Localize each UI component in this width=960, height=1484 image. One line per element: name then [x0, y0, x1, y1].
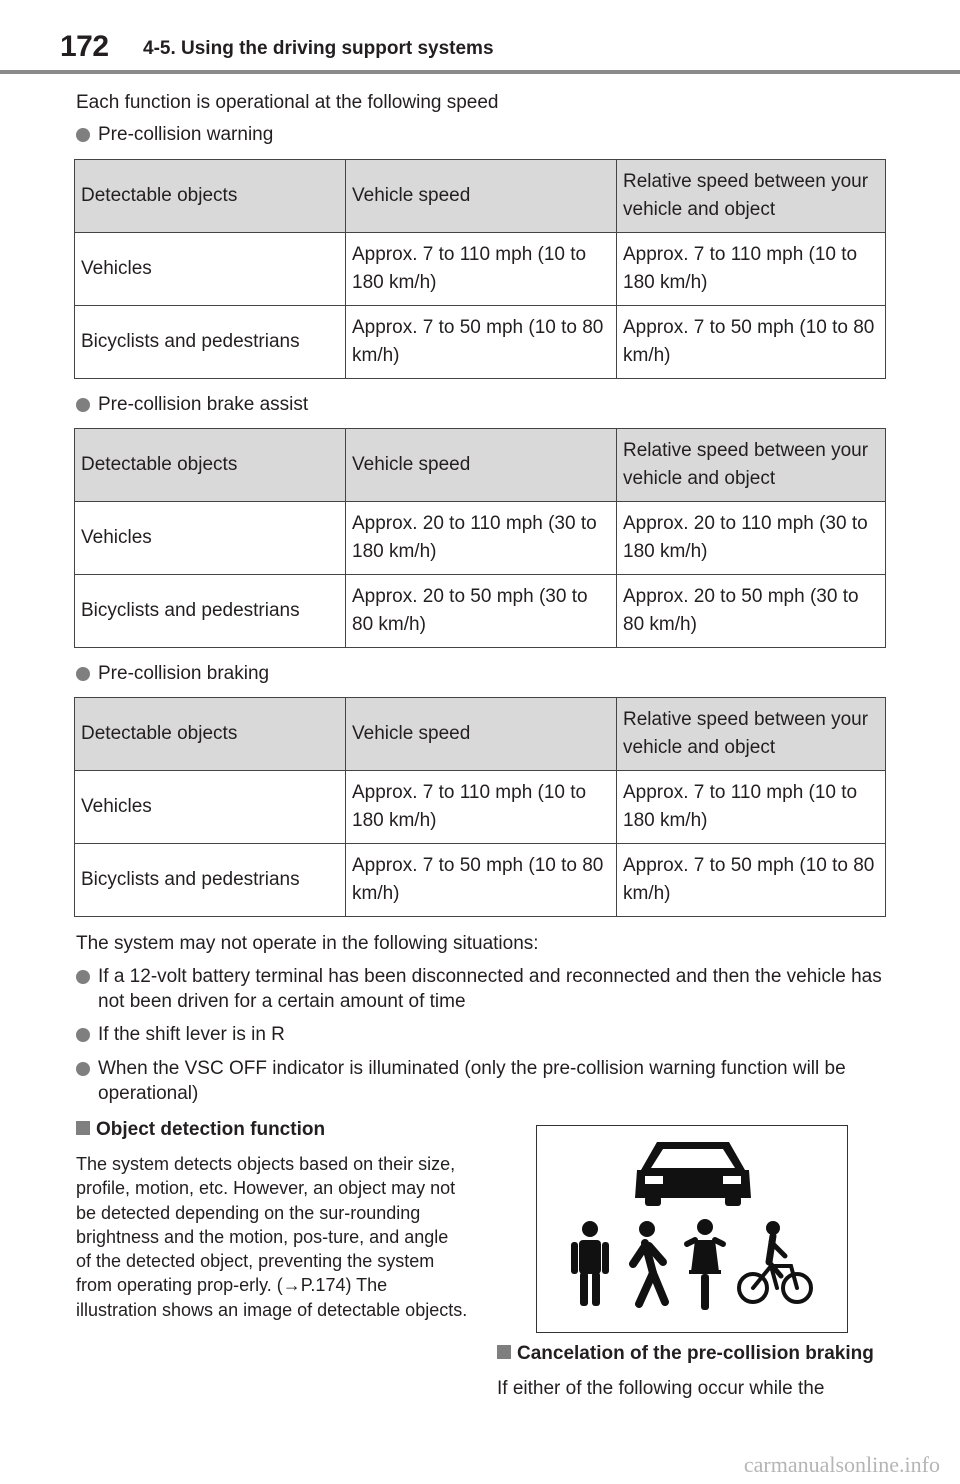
section-brake-assist-title: Pre-collision brake assist: [76, 392, 876, 417]
table-row: [75, 771, 886, 844]
table-row: [75, 575, 886, 648]
pedestrian-walking-icon: [633, 1221, 665, 1304]
bicyclist-front-icon: [687, 1219, 723, 1310]
table-cell: Approx. 7 to 110 mph (10 to 180 km/h): [346, 233, 617, 306]
table-cell: Vehicles: [75, 502, 346, 575]
condition-item: If a 12-volt battery terminal has been disconnected and reconnected and then the vehicle has not been driven for a certain amount of time: [76, 964, 888, 1014]
bicyclist-side-icon: [739, 1221, 811, 1302]
bullet-icon: [76, 1028, 90, 1042]
table-row: [75, 502, 886, 575]
table-header-row: [75, 698, 886, 771]
object-detection-body: The system detects objects based on their size, profile, motion, etc. However, an object may not be detected depending on the sur-rounding brightness and the motion, pos-ture, and angle of the detected object, preventing the system from operating prop-erly. (→P.174) The illustration shows an image of detectable objects.: [76, 1154, 468, 1320]
table-header-cell: Detectable objects: [75, 160, 346, 233]
warning-table: [74, 159, 886, 379]
table-cell: Approx. 7 to 110 mph (10 to 180 km/h): [346, 771, 617, 844]
condition-item: If the shift lever is in R: [76, 1022, 888, 1047]
section-title: 4-5. Using the driving support systems: [143, 38, 494, 59]
square-bullet-icon: [76, 1121, 90, 1135]
bullet-icon: [76, 398, 90, 412]
table-cell: Approx. 7 to 110 mph (10 to 180 km/h): [617, 771, 886, 844]
header-divider: [0, 70, 960, 74]
bullet-icon: [76, 970, 90, 984]
bullet-icon: [76, 128, 90, 142]
table-cell: Bicyclists and pedestrians: [75, 306, 346, 379]
table-header-row: [75, 160, 886, 233]
table-cell: Vehicles: [75, 233, 346, 306]
table-cell: Approx. 7 to 50 mph (10 to 80 km/h): [617, 306, 886, 379]
bullet-icon: [76, 667, 90, 681]
detectable-objects-illustration: [536, 1125, 848, 1333]
table-cell: Approx. 20 to 110 mph (30 to 180 km/h): [346, 502, 617, 575]
section-braking-title: Pre-collision braking: [76, 661, 876, 686]
table-cell: Approx. 20 to 50 mph (30 to 80 km/h): [617, 575, 886, 648]
table-cell: Approx. 7 to 50 mph (10 to 80 km/h): [346, 844, 617, 917]
table-cell: Bicyclists and pedestrians: [75, 844, 346, 917]
table-header-cell: Relative speed between your vehicle and object: [617, 698, 886, 771]
cancelation-body: If either of the following occur while the: [497, 1378, 825, 1399]
cancelation-heading: Cancelation of the pre-collision braking: [497, 1341, 874, 1366]
brake-assist-table: [74, 428, 886, 648]
table-cell: Approx. 7 to 50 mph (10 to 80 km/h): [617, 844, 886, 917]
bullet-icon: [76, 1062, 90, 1076]
page-header: [0, 0, 960, 76]
car-icon: [635, 1142, 751, 1206]
table-cell: Approx. 7 to 110 mph (10 to 180 km/h): [617, 233, 886, 306]
object-detection-heading: Object detection function: [76, 1117, 325, 1142]
condition-item: When the VSC OFF indicator is illuminated (only the pre-collision warning function will be operational): [76, 1056, 888, 1106]
table-cell: Bicyclists and pedestrians: [75, 575, 346, 648]
table-cell: Approx. 20 to 110 mph (30 to 180 km/h): [617, 502, 886, 575]
table-header-cell: Relative speed between your vehicle and object: [617, 429, 886, 502]
braking-table: [74, 697, 886, 917]
table-row: [75, 233, 886, 306]
table-header-cell: Detectable objects: [75, 429, 346, 502]
table-header-cell: Vehicle speed: [346, 429, 617, 502]
conditions-intro: The system may not operate in the following situations:: [76, 933, 539, 954]
table-header-cell: Relative speed between your vehicle and object: [617, 160, 886, 233]
table-header-row: [75, 429, 886, 502]
table-cell: Approx. 20 to 50 mph (30 to 80 km/h): [346, 575, 617, 648]
watermark: carmanualsonline.info: [743, 1452, 940, 1477]
table-row: [75, 306, 886, 379]
pedestrian-standing-icon: [571, 1221, 609, 1306]
section-warning-title: Pre-collision warning: [76, 122, 876, 147]
page-number: 172: [60, 30, 109, 63]
table-header-cell: Vehicle speed: [346, 698, 617, 771]
table-header-cell: Detectable objects: [75, 698, 346, 771]
table-cell: Vehicles: [75, 771, 346, 844]
table-row: [75, 844, 886, 917]
intro-text: Each function is operational at the following speed: [76, 92, 499, 113]
square-bullet-icon: [497, 1345, 511, 1359]
table-header-cell: Vehicle speed: [346, 160, 617, 233]
table-cell: Approx. 7 to 50 mph (10 to 80 km/h): [346, 306, 617, 379]
